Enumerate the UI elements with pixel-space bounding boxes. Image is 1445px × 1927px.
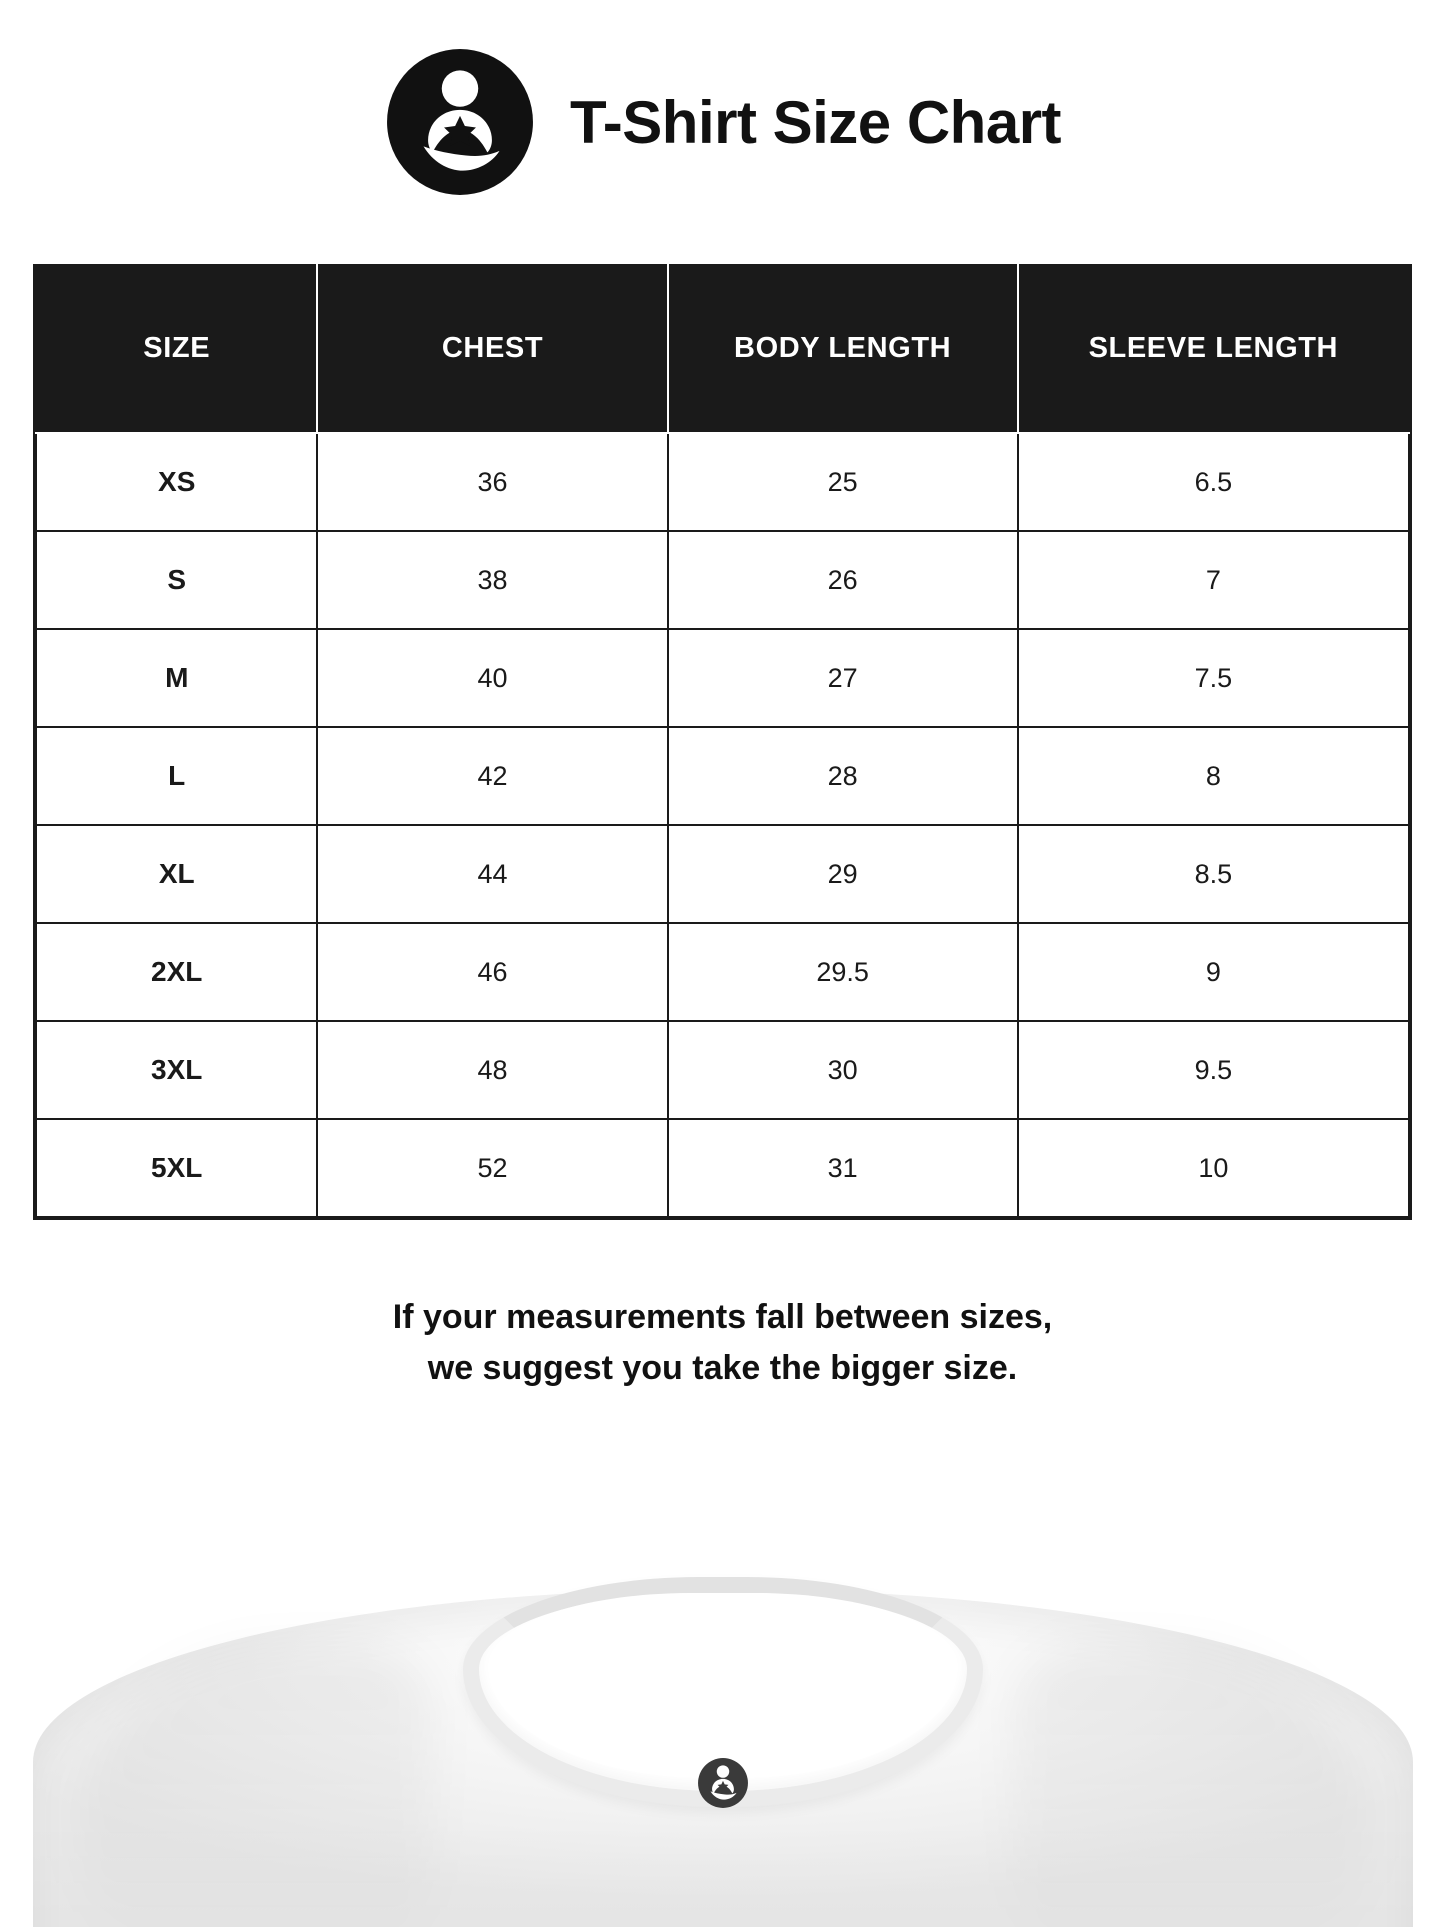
person-in-circle-logo-icon: [697, 1757, 749, 1809]
table-row: [36, 727, 1409, 825]
sizing-note: [0, 1292, 1445, 1394]
cell-sleeve-length: 6.5: [1018, 433, 1409, 531]
cell-chest: 42: [317, 727, 667, 825]
cell-sleeve-length: 8: [1018, 727, 1409, 825]
cell-size: M: [36, 629, 317, 727]
table-row: [36, 629, 1409, 727]
cell-chest: 40: [317, 629, 667, 727]
cell-body-length: 29: [668, 825, 1018, 923]
tshirt-collar-inner: [488, 1593, 958, 1778]
cell-sleeve-length: 10: [1018, 1119, 1409, 1217]
cell-size: 5XL: [36, 1119, 317, 1217]
tshirt-body: [33, 1589, 1413, 1927]
table-row: [36, 825, 1409, 923]
table-row: [36, 433, 1409, 531]
cell-sleeve-length: 7: [1018, 531, 1409, 629]
cell-chest: 46: [317, 923, 667, 1021]
tshirt-fabric-shading: [33, 1819, 1413, 1927]
cell-body-length: 31: [668, 1119, 1018, 1217]
column-header-size: SIZE: [36, 265, 317, 433]
cell-sleeve-length: 8.5: [1018, 825, 1409, 923]
cell-size: L: [36, 727, 317, 825]
cell-body-length: 25: [668, 433, 1018, 531]
table-row: [36, 1021, 1409, 1119]
table-header-row-group: [36, 265, 1409, 433]
column-header-body-length: BODY LENGTH: [668, 265, 1018, 433]
cell-body-length: 30: [668, 1021, 1018, 1119]
table-header-row: [36, 265, 1409, 433]
table-body: [36, 433, 1409, 1217]
sizing-note-line-2: we suggest you take the bigger size.: [427, 1349, 1018, 1387]
cell-body-length: 27: [668, 629, 1018, 727]
table-row: [36, 531, 1409, 629]
cell-body-length: 26: [668, 531, 1018, 629]
cell-chest: 38: [317, 531, 667, 629]
cell-size: S: [36, 531, 317, 629]
cell-size: XS: [36, 433, 317, 531]
size-chart-table-container: [33, 264, 1412, 1220]
sizing-note-line-1: If your measurements fall between sizes,: [392, 1298, 1053, 1336]
cell-body-length: 28: [668, 727, 1018, 825]
page-header: [0, 0, 1445, 198]
cell-sleeve-length: 9: [1018, 923, 1409, 1021]
cell-size: 2XL: [36, 923, 317, 1021]
person-in-circle-logo-icon: [384, 46, 536, 198]
column-header-sleeve-length: SLEEVE LENGTH: [1018, 265, 1409, 433]
cell-chest: 52: [317, 1119, 667, 1217]
cell-size: XL: [36, 825, 317, 923]
column-header-chest: CHEST: [317, 265, 667, 433]
cell-chest: 48: [317, 1021, 667, 1119]
cell-sleeve-length: 7.5: [1018, 629, 1409, 727]
cell-sleeve-length: 9.5: [1018, 1021, 1409, 1119]
cell-body-length: 29.5: [668, 923, 1018, 1021]
cell-chest: 44: [317, 825, 667, 923]
tshirt-photo: [0, 1567, 1445, 1927]
size-chart-table: [35, 264, 1410, 1218]
page-title: T-Shirt Size Chart: [569, 88, 1062, 156]
table-row: [36, 1119, 1409, 1217]
cell-chest: 36: [317, 433, 667, 531]
table-row: [36, 923, 1409, 1021]
cell-size: 3XL: [36, 1021, 317, 1119]
